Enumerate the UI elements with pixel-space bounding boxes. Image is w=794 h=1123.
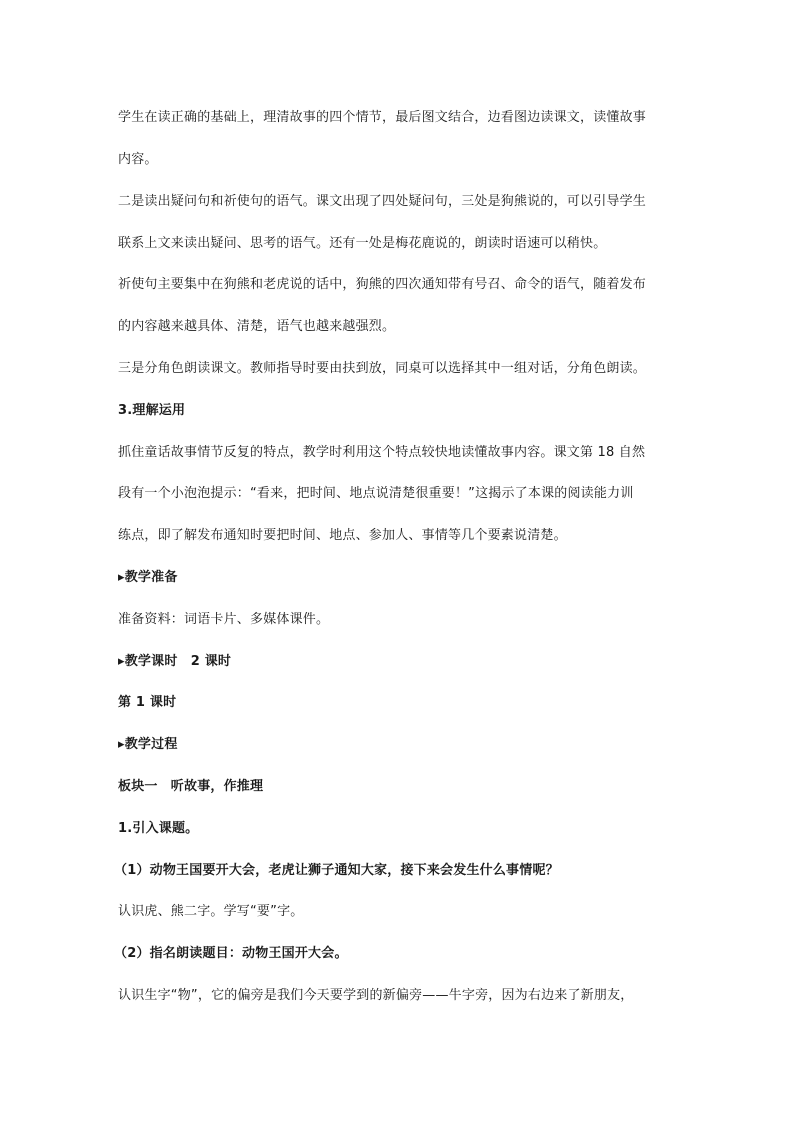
section-heading-understand-apply: 3.理解运用 [118, 403, 186, 418]
paragraph-line-5: 祈使句主要集中在狗熊和老虎说的话中，狗熊的四次通知带有号召、命令的语气，随着发布 [118, 277, 647, 292]
section-heading-lesson-hours: ▸教学课时 2 课时 [118, 654, 232, 669]
section-heading-teaching-prep: ▸教学准备 [118, 570, 178, 585]
paragraph-line-1: 学生在读正确的基础上，理清故事的四个情节，最后图文结合，边看图边读课文，读懂故事 [118, 110, 647, 125]
paragraph-line-13: 准备资料：词语卡片、多媒体课件。 [118, 612, 330, 627]
paragraph-line-9: 抓住童话故事情节反复的特点，教学时利用这个特点较快地读懂故事内容。课文第 18 自然 [118, 445, 646, 460]
paragraph-line-11: 练点，即了解发布通知时要把时间、地点、参加人、事情等几个要素说清楚。 [118, 528, 567, 543]
section-heading-block-1: 板块一 听故事，作推理 [118, 779, 264, 794]
section-heading-teaching-process: ▸教学过程 [118, 737, 178, 752]
sub-step-1: （1）动物王国要开大会，老虎让狮子通知大家，接下来会发生什么事情呢？ [114, 863, 559, 878]
step-heading-1: 1.引入课题。 [118, 821, 199, 836]
paragraph-line-10: 段有一个小泡泡提示：“看来，把时间、地点说清楚很重要！”这揭示了本课的阅读能力训 [118, 486, 634, 501]
paragraph-line-22: 认识生字“物”，它的偏旁是我们今天要学到的新偏旁——牛字旁，因为右边来了新朋友， [118, 988, 634, 1003]
section-heading-lesson-1: 第 1 课时 [118, 695, 177, 710]
paragraph-line-7: 三是分角色朗读课文。教师指导时要由扶到放，同桌可以选择其中一组对话，分角色朗读。 [118, 361, 647, 376]
paragraph-line-3: 二是读出疑问句和祈使句的语气。课文出现了四处疑问句，三处是狗熊说的，可以引导学生 [118, 194, 647, 209]
paragraph-line-6: 的内容越来越具体、清楚，语气也越来越强烈。 [118, 319, 396, 334]
paragraph-line-2: 内容。 [118, 152, 158, 167]
paragraph-line-20: 认识虎、熊二字。学写“要”字。 [118, 904, 304, 919]
paragraph-line-4: 联系上文来读出疑问、思考的语气。还有一处是梅花鹿说的，朗读时语速可以稍快。 [118, 236, 607, 251]
sub-step-2: （2）指名朗读题目：动物王国开大会。 [114, 946, 348, 961]
